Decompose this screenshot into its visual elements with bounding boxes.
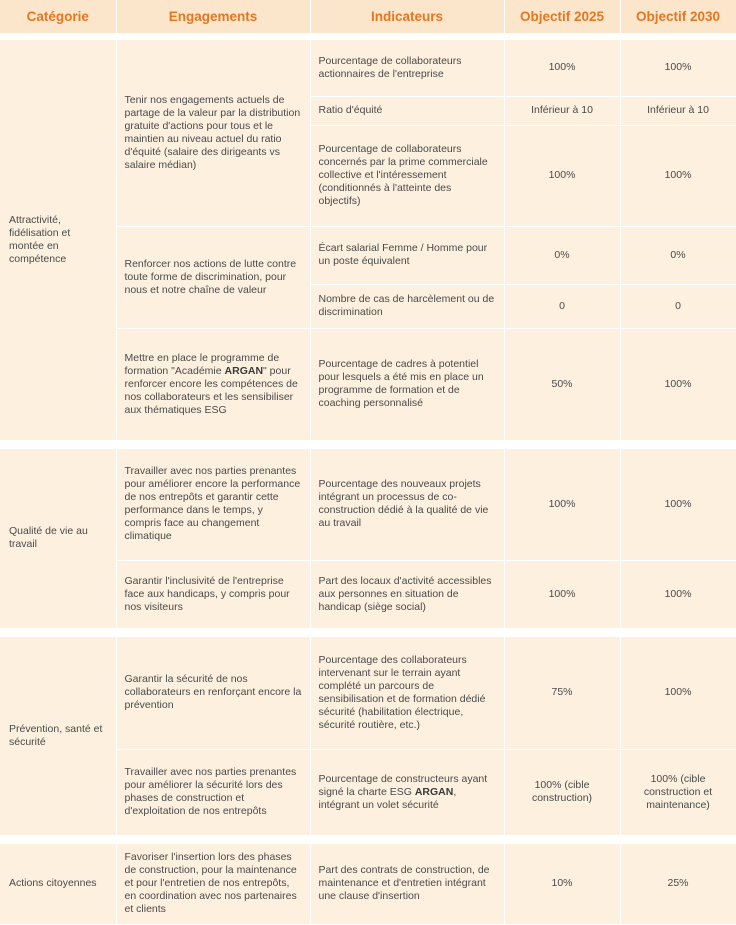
indicator-cell: Part des locaux d'activité accessibles aux personnes en situation de handicap (siège social) [310,560,504,628]
indicator-text-after: , intégrant un volet sécurité [318,785,457,811]
category-cell: Prévention, santé et sécurité [0,637,116,835]
header-categorie: Catégorie [0,0,116,33]
objective-2030-cell: 100% [620,637,736,749]
category-cell: Qualité de vie au travail [0,449,116,628]
objective-2030-cell: 100% [620,328,736,440]
objective-2025-cell: 0 [504,284,620,328]
indicator-cell: Pourcentage de collaborateurs actionnaires de l'entreprise [310,40,504,96]
objective-2030-cell: Inférieur à 10 [620,96,736,125]
objective-2025-cell: 50% [504,328,620,440]
indicator-cell: Pourcentage des nouveaux projets intégrant un processus de co-construction dédié à la qualité de vie au travail [310,449,504,560]
objective-2025-cell: 75% [504,637,620,749]
header-engagements: Engagements [116,0,310,33]
indicator-cell: Pourcentage de cadres à potentiel pour lesquels a été mis en place un programme de formation et de coaching personnalisé [310,328,504,440]
engagement-cell: Travailler avec nos parties prenantes pour améliorer encore la performance de nos entrepôts et garantir cette performance dans le temps, y compris face au changement climatique [116,449,310,560]
engagement-text-before: Mettre en place le programme de formation "Académie [124,351,280,377]
indicator-cell: Ratio d'équité [310,96,504,125]
category-cell: Attractivité, fidélisation et montée en compétence [0,40,116,440]
engagement-cell: Travailler avec nos parties prenantes pour améliorer la sécurité lors des phases de construction et d'exploitation de nos entrepôts [116,749,310,835]
indicator-cell: Écart salarial Femme / Homme pour un poste équivalent [310,226,504,284]
table-row [0,449,736,560]
objective-2030-cell: 100% [620,40,736,96]
engagement-cell: Garantir l'inclusivité de l'entreprise face aux handicaps, y compris pour nos visiteurs [116,560,310,628]
objective-2030-cell: 0 [620,284,736,328]
header-objectif-2025: Objectif 2025 [504,0,620,33]
brand-name: ARGAN [224,364,264,377]
engagement-cell: Tenir nos engagements actuels de partage de la valeur par la distribution gratuite d'actions pour tous et le maintien au niveau actuel du ratio d'équité (salaire des dirigeants vs salaire médian) [116,40,310,226]
engagement-cell: Renforcer nos actions de lutte contre toute forme de discrimination, pour nous et notre chaîne de valeur [116,226,310,328]
objective-2025-cell: 10% [504,844,620,924]
objective-2030-cell: 100% [620,449,736,560]
objective-2025-cell: 100% [504,449,620,560]
indicator-text-before: Pourcentage de constructeurs ayant signé la charte ESG [318,772,488,798]
objective-2030-cell: 0% [620,226,736,284]
indicator-cell: Nombre de cas de harcèlement ou de discrimination [310,284,504,328]
indicator-cell: Pourcentage de collaborateurs concernés par la prime commerciale collective et l'intéressement (conditionnés à l'atteinte des objectifs) [310,125,504,226]
table-row [0,40,736,96]
brand-name: ARGAN [414,785,454,798]
objective-2025-cell: 100% (cible construction) [504,749,620,835]
objective-2025-cell: Inférieur à 10 [504,96,620,125]
table-row [0,637,736,749]
engagement-cell: Garantir la sécurité de nos collaborateurs en renforçant encore la prévention [116,637,310,749]
table-row [0,844,736,924]
engagement-text-after: " pour renforcer encore les compétences de nos collaborateurs et les sensibiliser aux thématiques ESG [124,364,298,416]
objective-2030-cell: 100% [620,125,736,226]
header-row [0,0,736,33]
header-objectif-2030: Objectif 2030 [620,0,736,33]
objective-2030-cell: 100% [620,560,736,628]
objective-2030-cell: 25% [620,844,736,924]
indicator-cell: Part des contrats de construction, de maintenance et d'entretien intégrant une clause d'insertion [310,844,504,924]
objective-2025-cell: 100% [504,40,620,96]
indicator-cell: Pourcentage des collaborateurs intervenant sur le terrain ayant complété un parcours de sensibilisation et de formation dédié sécurité (habilitation électrique, sécurité routière, etc.) [310,637,504,749]
category-cell: Actions citoyennes [0,844,116,924]
objective-2030-cell: 100% (cible construction et maintenance) [620,749,736,835]
objective-2025-cell: 100% [504,125,620,226]
header-indicateurs: Indicateurs [310,0,504,33]
engagement-cell [116,328,310,440]
objective-2025-cell: 100% [504,560,620,628]
indicator-cell [310,749,504,835]
objective-2025-cell: 0% [504,226,620,284]
engagement-cell: Favoriser l'insertion lors des phases de construction, pour la maintenance et pour l'entretien de nos entrepôts, en coordination avec nos partenaires et clients [116,844,310,924]
